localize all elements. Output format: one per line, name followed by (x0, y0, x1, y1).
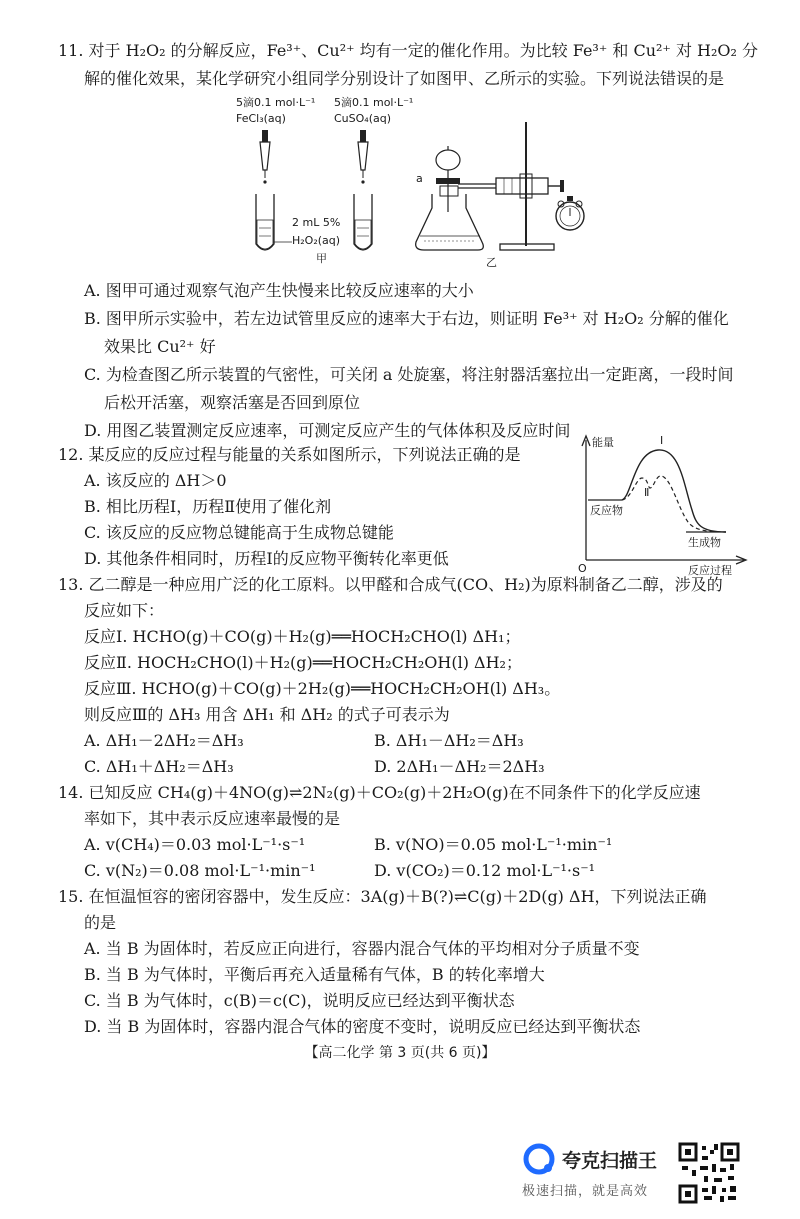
q12-option-c: C. 该反应的反应物总键能高于生成物总键能 (84, 523, 394, 542)
q12-stem: 12. 某反应的反应过程与能量的关系如图所示，下列说法正确的是 (58, 445, 521, 464)
q13-stem-line2: 反应如下： (84, 601, 165, 620)
q11-option-b-line1: B. 图甲所示实验中，若左边试管里反应的速率大于右边，则证明 Fe³⁺ 对 H₂O₂ 分解的催化 (84, 309, 729, 328)
graph-product-label: 生成物 (688, 536, 721, 549)
q11-option-c-line2: 后松开活塞，观察活塞是否回到原位 (104, 393, 361, 412)
q14-option-b: B. v(NO)＝0.05 mol·L⁻¹·min⁻¹ (374, 835, 613, 854)
q13-reaction-2: 反应Ⅱ. HOCH₂CHO(l)＋H₂(g)══HOCH₂CH₂OH(l) ΔH₂； (84, 653, 522, 672)
graph-path-i-label: Ⅰ (660, 434, 664, 447)
q13-reaction-3: 反应Ⅲ. HCHO(g)＋CO(g)＋2H₂(g)══HOCH₂CH₂OH(l) ΔH₃。 (84, 679, 561, 698)
fig-yi-caption: 乙 (486, 256, 497, 269)
fig-right-reagent-line2: CuSO₄(aq) (334, 112, 392, 125)
q15-stem-line1: 15. 在恒温恒容的密闭容器中，发生反应：3A(g)＋B(?)⇌C(g)＋2D(g) ΔH，下列说法正确 (58, 887, 707, 906)
q14-stem-line2: 率如下，其中表示反应速率最慢的是 (84, 809, 341, 828)
q13-option-b: B. ΔH₁－ΔH₂＝ΔH₃ (374, 731, 524, 750)
q11-figure-yi (410, 112, 610, 272)
scanner-brand-name: 夸克扫描王 (562, 1150, 658, 1172)
q15-stem-line2: 的是 (84, 913, 117, 932)
q11-option-a: A. 图甲可通过观察气泡产生快慢来比较反应速率的大小 (84, 281, 474, 300)
q13-reaction-1: 反应Ⅰ. HCHO(g)＋CO(g)＋H₂(g)══HOCH₂CHO(l) ΔH₁； (84, 627, 521, 646)
apparatus-drawing (410, 112, 610, 272)
qr-code-icon (678, 1142, 740, 1204)
fig-left-reagent-line1: 5滴0.1 mol·L⁻¹ (236, 96, 316, 109)
q14-option-d: D. v(CO₂)＝0.12 mol·L⁻¹·s⁻¹ (374, 861, 596, 880)
graph-reactant-label: 反应物 (590, 504, 623, 517)
q13-option-a: A. ΔH₁－2ΔH₂＝ΔH₃ (84, 731, 244, 750)
graph-path-ii-label: Ⅱ (644, 486, 650, 499)
q14-stem-line1: 14. 已知反应 CH₄(g)＋4NO(g)⇌2N₂(g)＋CO₂(g)＋2H₂O(g)在不同条件下的化学反应速 (58, 783, 701, 802)
q11-figure-jia (230, 94, 430, 274)
test-tubes-drawing (230, 94, 430, 274)
q14-option-c: C. v(N₂)＝0.08 mol·L⁻¹·min⁻¹ (84, 861, 316, 880)
scanner-brand-slogan: 极速扫描，就是高效 (522, 1184, 649, 1199)
q15-option-b: B. 当 B 为气体时，平衡后再充入适量稀有气体，B 的转化率增大 (84, 965, 545, 984)
graph-origin-label: O (578, 562, 587, 575)
q12-option-d: D. 其他条件相同时，历程Ⅰ的反应物平衡转化率更低 (84, 549, 449, 568)
fig-left-reagent-line2: FeCl₃(aq) (236, 112, 286, 125)
q11-option-b-line2: 效果比 Cu²⁺ 好 (104, 337, 216, 356)
q11-option-c-line1: C. 为检查图乙所示装置的气密性，可关闭 a 处旋塞，将注射器活塞拉出一定距离，一段时间 (84, 365, 734, 384)
fig-right-reagent-line1: 5滴0.1 mol·L⁻¹ (334, 96, 414, 109)
q15-option-d: D. 当 B 为固体时，容器内混合气体的密度不变时，说明反应已经达到平衡状态 (84, 1017, 641, 1036)
graph-y-axis-label: 能量 (592, 436, 614, 449)
q11-stem-line1: 11. 对于 H₂O₂ 的分解反应，Fe³⁺、Cu²⁺ 均有一定的催化作用。为比较 Fe³⁺ 和 Cu²⁺ 对 H₂O₂ 分 (58, 41, 759, 60)
q13-option-c: C. ΔH₁＋ΔH₂＝ΔH₃ (84, 757, 234, 776)
q15-option-c: C. 当 B 为气体时，c(B)＝c(C)，说明反应已经达到平衡状态 (84, 991, 515, 1010)
q15-option-a: A. 当 B 为固体时，若反应正向进行，容器内混合气体的平均相对分子质量不变 (84, 939, 640, 958)
q12-option-a: A. 该反应的 ΔH＞0 (84, 471, 227, 490)
quark-logo-icon (522, 1142, 556, 1176)
energy-diagram (576, 430, 756, 580)
q13-stem-line1: 13. 乙二醇是一种应用广泛的化工原料。以甲醛和合成气(CO、H₂)为原料制备乙二醇，涉及的 (58, 575, 723, 594)
fig-jia-caption: 甲 (316, 252, 327, 265)
q11-stem-line2: 解的催化效果，某化学研究小组同学分别设计了如图甲、乙所示的实验。下列说法错误的是 (84, 69, 725, 88)
q13-question: 则反应Ⅲ的 ΔH₃ 用含 ΔH₁ 和 ΔH₂ 的式子可表示为 (84, 705, 450, 724)
fig-tube-label-line1: 2 mL 5% (292, 216, 341, 229)
q12-option-b: B. 相比历程Ⅰ，历程Ⅱ使用了催化剂 (84, 497, 332, 516)
fig-valve-a-label: a (416, 172, 423, 185)
page-footer: 【高二化学 第 3 页(共 6 页)】 (304, 1045, 496, 1061)
q11-option-d: D. 用图乙装置测定反应速率，可测定反应产生的气体体积及反应时间 (84, 421, 571, 440)
q13-option-d: D. 2ΔH₁－ΔH₂＝2ΔH₃ (374, 757, 545, 776)
fig-tube-label-line2: H₂O₂(aq) (292, 234, 341, 247)
graph-x-axis-label: 反应过程 (688, 564, 732, 577)
q14-option-a: A. v(CH₄)＝0.03 mol·L⁻¹·s⁻¹ (84, 835, 306, 854)
